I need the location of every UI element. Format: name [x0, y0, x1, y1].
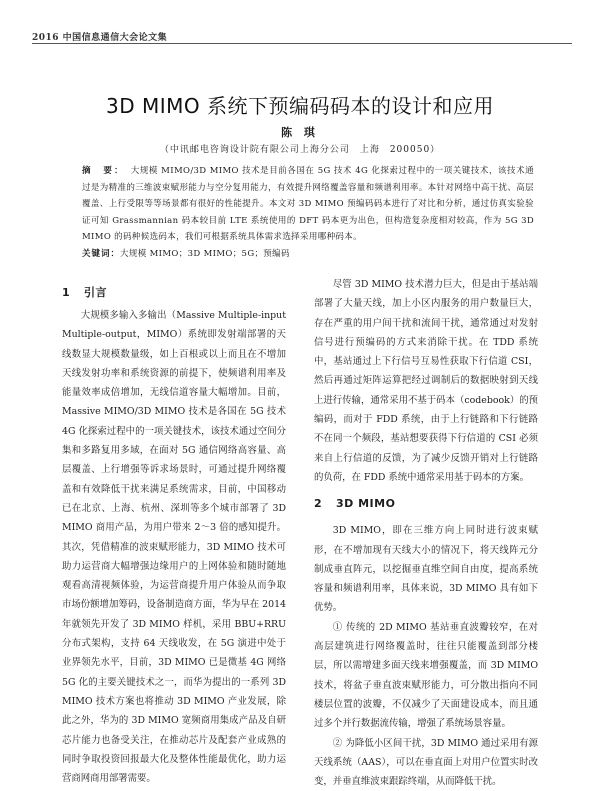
section-number: 1: [62, 286, 71, 299]
journal-header: 2016 中国信息通信大会论文集: [32, 33, 168, 43]
section-number: 2: [314, 497, 323, 511]
section-heading-intro: [62, 282, 286, 304]
right-column: [314, 275, 538, 791]
abstract-label: 摘 要：: [82, 166, 125, 176]
left-column: [62, 282, 286, 788]
3dmimo-paragraph-3: ② 为降低小区间干扰，3D MIMO 通过采用有源天线系统（AAS），可以在垂直面上对用户位置实时改变，并垂直维波束跟踪终端，从而降低干扰。: [314, 737, 538, 788]
paper-author: 陈 琪: [281, 126, 319, 139]
intro-paragraph-1: 大规模多输入多输出（Massive Multiple-input Multiple-output，MIMO）系统即发射端部署的天线数显大规模数量级，如上百根或以上而且在不增加天线发射功率和系统资源的前提下，使频谱利用率及能量效率成倍增加，无线信道容量大幅增加。目前，Massive MIMO/3D MIMO 技术是各国在 5G 技术 4G 化探索过程中的一项关键技术，该技术通过空间分集和多路复用多域，在面对 5G 通信网络高容量、高层覆盖、上行增强等诉求场景时，可通过提升网络覆盖和有效降低干扰来满足系统需求，目前，中国移动已在北京、上海、杭州、深圳等多个城市部署了 3D MIMO 商用产品，为用户带来 2～3 倍的感知提升。其次，凭借精准的波束赋形能力，3D MIMO 技术可助力运营商大幅增强边缘用户的上网体验和随时随地观看高清视频体验，为运营商提升用户体验从而争取市场份额增加筹码，设备制造商方面，华为早在 2014 年就领先开发了 3D MIMO 样机，采用 BBU+RRU 分布式架构，支持 64 天线收发，在 5G 演进中处于业界领先水平，目前，3D MIMO 已是微基 4G 网络 5G 化的主要关键技术之一，而华为提出的一系列 3D MIMO 技术方案也将推动 3D MIMO 产业发展，除此之外，华为的 3D MIMO 宽频商用集成产品及自研芯片能力也备受关注，在推动芯片及配套产业成熟的同时争取投资回报最大化及整体性能最优化，助力运营商网商用部署需要。: [62, 310, 286, 785]
section-title: 3D MIMO: [336, 497, 396, 511]
paper-title: 3D MIMO 系统下预编码码本的设计和应用: [106, 94, 494, 118]
3dmimo-paragraph-2: ① 传统的 2D MIMO 基站垂直波瓣较窄，在对高层建筑进行网络覆盖时，往往只能覆盖到部分楼层，所以需增建多面天线来增强覆盖，而 3D MIMO 技术，将盆子垂直波束赋形能力，可分散出指向不同楼层位置的波瓣，不仅减少了天面建设成本，而且通过多个并行数据流传输，增强了系统场景容量。: [314, 621, 538, 730]
section-title: 引言: [84, 286, 107, 299]
intro-paragraph-2: 尽管 3D MIMO 技术潜力巨大，但是由于基站端部署了大量天线，加上小区内服务的用户数量巨大，存在严重的用户间干扰和流间干扰，通常通过对发射信号进行预编码的方式来消除干扰。在 TDD 系统中，基站通过上下行信号互易性获取下行信道 CSI，然后再通过矩阵运算把经过调制后的数据映射到天线上进行传输，通常采用不基于码本（codebook）的预编码，而对于 FDD 系统，由于上行链路和下行链路不在同一个频段，基站想要获得下行信道的 CSI 必须来自上行信道的反馈，为了减少反馈开销对上行链路的负荷，在 FDD 系统中通常采用基于码本的方案。: [314, 279, 538, 483]
section-heading-3dmimo: [314, 493, 538, 515]
paper-affiliation: （中讯邮电咨询设计院有限公司上海分公司 上海 200050）: [159, 145, 441, 155]
abstract: [82, 163, 534, 246]
header-rule: [32, 43, 572, 44]
3dmimo-paragraph-1: 3D MIMO，即在三维方向上同时进行波束赋形，在不增加现有天线大小的情况下，将天线阵元分制成垂直阵元，以挖掘垂直维空间自由度，提高系统容量和频谱利用率，具体来说，3D MIMO 具有如下优势。: [314, 525, 538, 614]
keywords-label: 关键词：: [82, 249, 121, 259]
abstract-text: 大规模 MIMO/3D MIMO 技术是目前各国在 5G 技术 4G 化探索过程中的一项关键技术，该技术通过是为精准的三维波束赋形能力与空分复用能力，有效提升网络覆盖容量和频谱利用率。本针对网络中高干扰、高层覆盖、上行受限等等场景都有很好的性能提升。本文对 3D MIMO 预编码码本进行了对比和分析，通过仿真实验验证可知 Grassmannian 码本较目前 LTE 系统使用的 DFT 码本更为出色，但构造复杂度相对较高，作为 5G 3D MIMO 的码种候选码本，我们可根据系统具体需求选择采用哪种码本。: [82, 166, 534, 242]
keywords-text: 大规模 MIMO；3D MIMO；5G；预编码: [120, 249, 290, 259]
keywords: [82, 247, 534, 261]
